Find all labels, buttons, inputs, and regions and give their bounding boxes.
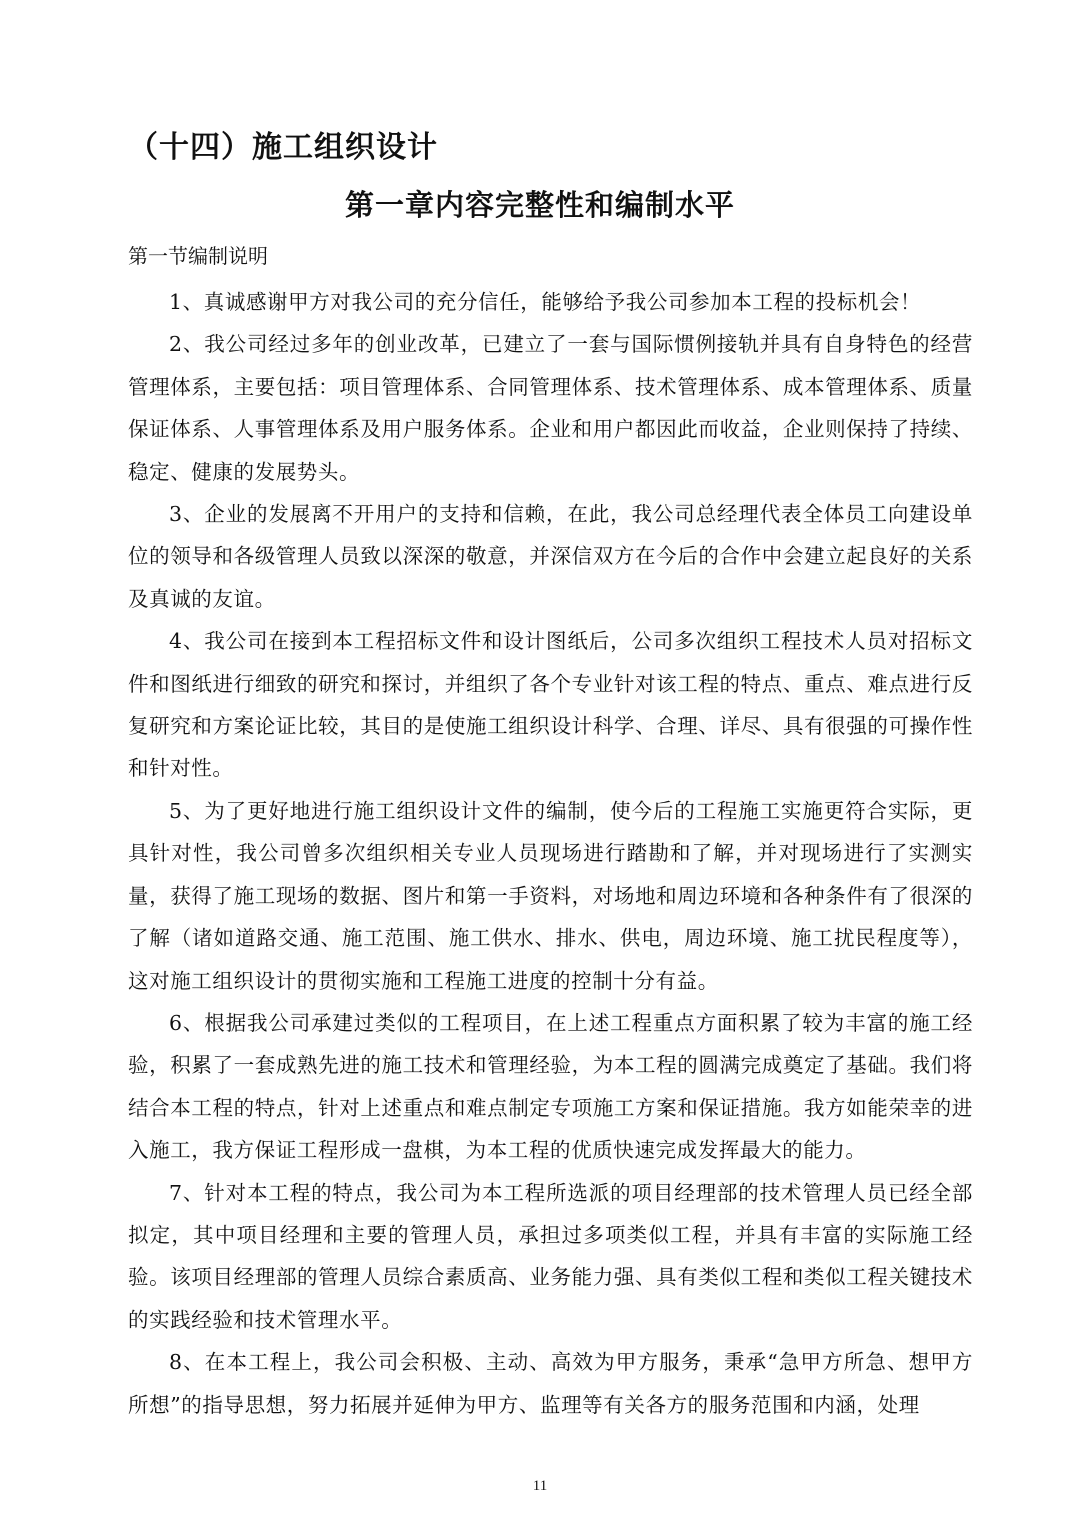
paragraph-8: 8、在本工程上，我公司会积极、主动、高效为甲方服务，秉承“急甲方所急、想甲方所想”的指导思想，努力拓展并延伸为甲方、监理等有关各方的服务范围和内涵，处理 [128, 1350, 973, 1417]
section-heading: （十四）施工组织设计 [128, 130, 438, 165]
body-text [128, 281, 973, 1426]
page-number: 11 [532, 1478, 548, 1494]
paragraph-6: 6、根据我公司承建过类似的工程项目，在上述工程重点方面积累了较为丰富的施工经验，积累了一套成熟先进的施工技术和管理经验，为本工程的圆满完成奠定了基础。我们将结合本工程的特点，针对上述重点和难点制定专项施工方案和保证措施。我方如能荣幸的进入施工，我方保证工程形成一盘棋，为本工程的优质快速完成发挥最大的能力。 [128, 1010, 973, 1163]
paragraph-2: 2、我公司经过多年的创业改革，已建立了一套与国际惯例接轨并具有自身特色的经营管理体系，主要包括：项目管理体系、合同管理体系、技术管理体系、成本管理体系、质量保证体系、人事管理体系及用户服务体系。企业和用户都因此而收益，企业则保持了持续、稳定、健康的发展势头。 [128, 332, 973, 484]
paragraph-7: 7、针对本工程的特点，我公司为本工程所选派的项目经理部的技术管理人员已经全部拟定，其中项目经理和主要的管理人员，承担过多项类似工程，并具有丰富的实际施工经验。该项目经理部的管理人员综合素质高、业务能力强、具有类似工程和类似工程关键技术的实践经验和技术管理水平。 [128, 1180, 973, 1332]
subsection-title: 第一节编制说明 [128, 244, 268, 268]
paragraph-1: 1、真诚感谢甲方对我公司的充分信任，能够给予我公司参加本工程的投标机会！ [169, 290, 922, 314]
paragraph-3: 3、企业的发展离不开用户的支持和信赖，在此，我公司总经理代表全体员工向建设单位的领导和各级管理人员致以深深的敬意，并深信双方在今后的合作中会建立起良好的关系及真诚的友谊。 [128, 502, 973, 611]
paragraph-5: 5、为了更好地进行施工组织设计文件的编制，使今后的工程施工实施更符合实际，更具针对性，我公司曾多次组织相关专业人员现场进行踏勘和了解，并对现场进行了实测实量，获得了施工现场的数据、图片和第一手资料，对场地和周边环境和各种条件有了很深的了解（诸如道路交通、施工范围、施工供水、排水、供电，周边环境、施工扰民程度等），这对施工组织设计的贯彻实施和工程施工进度的控制十分有益。 [128, 798, 973, 993]
paragraph-4: 4、我公司在接到本工程招标文件和设计图纸后，公司多次组织工程技术人员对招标文件和图纸进行细致的研究和探讨，并组织了各个专业针对该工程的特点、重点、难点进行反复研究和方案论证比较，其目的是使施工组织设计科学、合理、详尽、具有很强的可操作性和针对性。 [128, 629, 973, 781]
chapter-title: 第一章内容完整性和编制水平 [344, 188, 735, 222]
